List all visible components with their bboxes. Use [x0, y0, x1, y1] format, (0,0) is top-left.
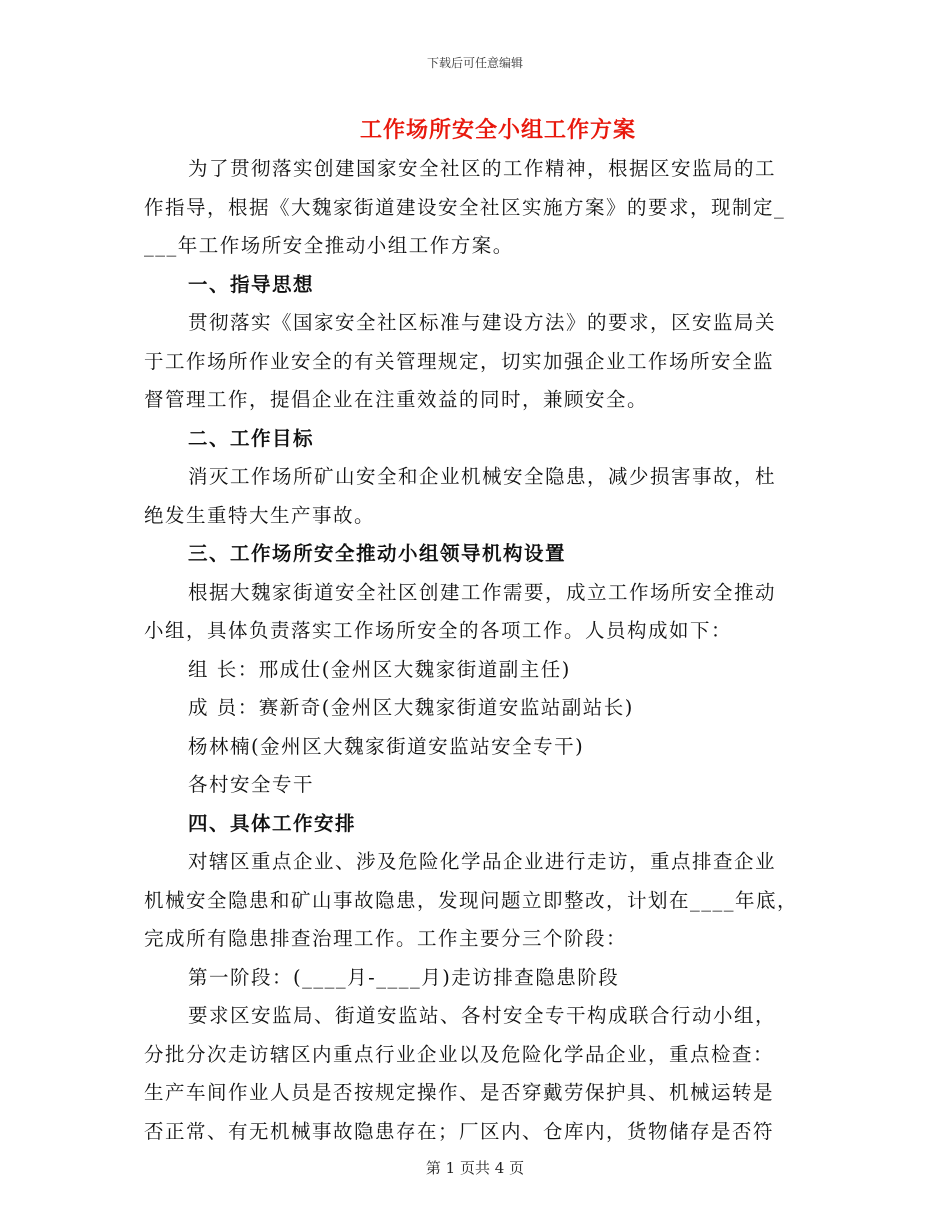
- body-line: 要求区安监局、街道安监站、各村安全专干构成联合行动小组，: [188, 1004, 777, 1027]
- body-line: 作指导，根据《大魏家街道建设安全社区实施方案》的要求，现制定_: [144, 195, 786, 219]
- body-line: 消灭工作场所矿山安全和企业机械安全隐患，减少损害事故，杜: [188, 465, 777, 488]
- section-heading: 二、工作目标: [188, 426, 315, 450]
- body-line: 分批分次走访辖区内重点行业企业以及危险化学品企业，重点检查：: [144, 1042, 775, 1066]
- body-line: 完成所有隐患排查治理工作。工作主要分三个阶段：: [144, 927, 628, 950]
- member-line: 杨林楠(金州区大魏家街道安监站安全专干): [188, 734, 585, 758]
- page-footer-number: 第 1 页共 4 页: [425, 1159, 525, 1177]
- body-line: 生产车间作业人员是否按规定操作、是否穿戴劳保护具、机械运转是: [144, 1081, 775, 1104]
- body-line: 贯彻落实《国家安全社区标准与建设方法》的要求，区安监局关: [188, 311, 777, 334]
- body-line: 否正常、有无机械事故隐患存在；厂区内、仓库内，货物储存是否符: [144, 1119, 775, 1143]
- phase-line: 第一阶段：(____月-____月)走访排查隐患阶段: [188, 965, 620, 989]
- body-line: 根据大魏家街道安全社区创建工作需要，成立工作场所安全推动: [188, 580, 777, 604]
- body-line: 督管理工作，提倡企业在注重效益的同时，兼顾安全。: [144, 388, 649, 411]
- member-line: 成 员：赛新奇(金州区大魏家街道安监站副站长): [188, 696, 634, 719]
- section-heading: 三、工作场所安全推动小组领导机构设置: [188, 542, 567, 565]
- document-body: [144, 150, 806, 1151]
- body-line: 为了贯彻落实创建国家安全社区的工作精神，根据区安监局的工: [188, 157, 777, 180]
- body-line: ___年工作场所安全推动小组工作方案。: [144, 234, 514, 257]
- body-line: 小组，具体负责落实工作场所安全的各项工作。人员构成如下：: [144, 619, 733, 642]
- member-line: 组 长：邢成仕(金州区大魏家街道副主任): [188, 657, 571, 681]
- section-heading: 四、具体工作安排: [188, 811, 357, 835]
- document-title: 工作场所安全小组工作方案: [359, 117, 636, 143]
- member-line: 各村安全专干: [188, 773, 315, 796]
- body-line: 绝发生重特大生产事故。: [144, 503, 376, 527]
- body-line: 对辖区重点企业、涉及危险化学品企业进行走访，重点排查企业: [188, 850, 777, 873]
- body-line: 于工作场所作业安全的有关管理规定，切实加强企业工作场所安全监: [144, 349, 775, 373]
- body-line: 机械安全隐患和矿山事故隐患，发现问题立即整改，计划在____年底，: [144, 888, 799, 912]
- section-heading: 一、指导思想: [188, 272, 315, 296]
- page-header-note: 下载后可任意编辑: [426, 56, 523, 70]
